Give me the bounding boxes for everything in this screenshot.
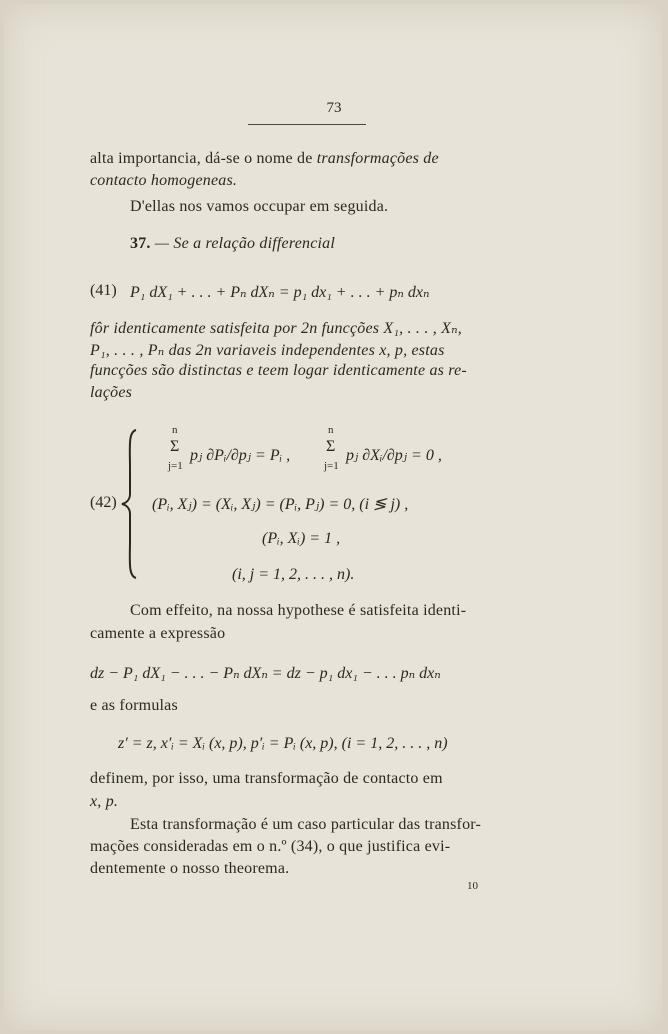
para1-line2: contacto homogeneas. [90, 172, 238, 189]
para7-line2: mações consideradas em o n.º (34), o que justifica evi- [90, 838, 451, 855]
eq42-row1-right: pⱼ ∂Xᵢ/∂pⱼ = 0 , [346, 447, 442, 464]
sum2-bottom: j=1 [324, 460, 339, 472]
para7-line1: Esta transformação é um caso particular das transfor- [130, 816, 482, 833]
para6-line1: definem, por isso, uma transformação de contacto em [90, 770, 443, 787]
eq-transform: z′ = z, x′ᵢ = Xᵢ (x, p), p′ᵢ = Pᵢ (x, p), (i = 1, 2, . . . , n) [118, 735, 448, 752]
para1-line1 [90, 150, 439, 168]
para1-text: alta importancia, dá-se o nome de [90, 150, 317, 167]
eq41-label: (41) [90, 282, 117, 299]
eq42-row3: (Pᵢ, Xᵢ) = 1 , [262, 530, 341, 547]
section-title: — Se a relação differencial [150, 235, 335, 252]
left-brace [120, 428, 138, 580]
sum1-sign: Σ [170, 438, 180, 455]
eq42-label: (42) [90, 494, 117, 511]
section-number: 37. [130, 235, 151, 252]
para4-line2: camente a expressão [90, 625, 226, 642]
para6-line2: x, p. [90, 793, 119, 810]
para7-line3: dentemente o nosso theorema. [90, 860, 290, 877]
signature-mark: 10 [467, 880, 478, 892]
eq42-row4: (i, j = 1, 2, . . . , n). [232, 566, 355, 583]
para3-line1: fôr identicamente satisfeita por 2n funcções X₁, . . . , Xₙ, [90, 320, 462, 337]
para3-line3: funcções são distinctas e teem logar identicamente as re- [90, 362, 467, 379]
eq-dz: dz − P₁ dX₁ − . . . − Pₙ dXₙ = dz − p₁ dx₁ − . . . pₙ dxₙ [90, 665, 441, 682]
para3-line2: P₁, . . . , Pₙ das 2n variaveis independentes x, p, estas [90, 342, 445, 359]
sum2-sign: Σ [326, 438, 336, 455]
para1-italic-text: transformações de [316, 150, 439, 167]
sum1-bottom: j=1 [168, 460, 183, 472]
eq41-body: P₁ dX₁ + . . . + Pₙ dXₙ = p₁ dx₁ + . . . + pₙ dxₙ [130, 284, 430, 301]
eq42-row1-left: pⱼ ∂Pᵢ/∂pⱼ = Pᵢ , [190, 447, 291, 464]
header-rule [248, 124, 366, 125]
para2: D'ellas nos vamos occupar em seguida. [130, 198, 389, 215]
eq42-row2: (Pᵢ, Xⱼ) = (Xᵢ, Xⱼ) = (Pᵢ, Pⱼ) = 0, (i ≶ j) , [152, 496, 409, 513]
para3-line4: lações [90, 384, 133, 401]
para4-line1: Com effeito, na nossa hypothese é satisfeita identi- [130, 602, 467, 619]
sum2-top: n [328, 424, 334, 436]
sum1-top: n [172, 424, 178, 436]
section-heading [130, 235, 335, 253]
page-number: 73 [326, 100, 342, 116]
para5: e as formulas [90, 697, 178, 714]
